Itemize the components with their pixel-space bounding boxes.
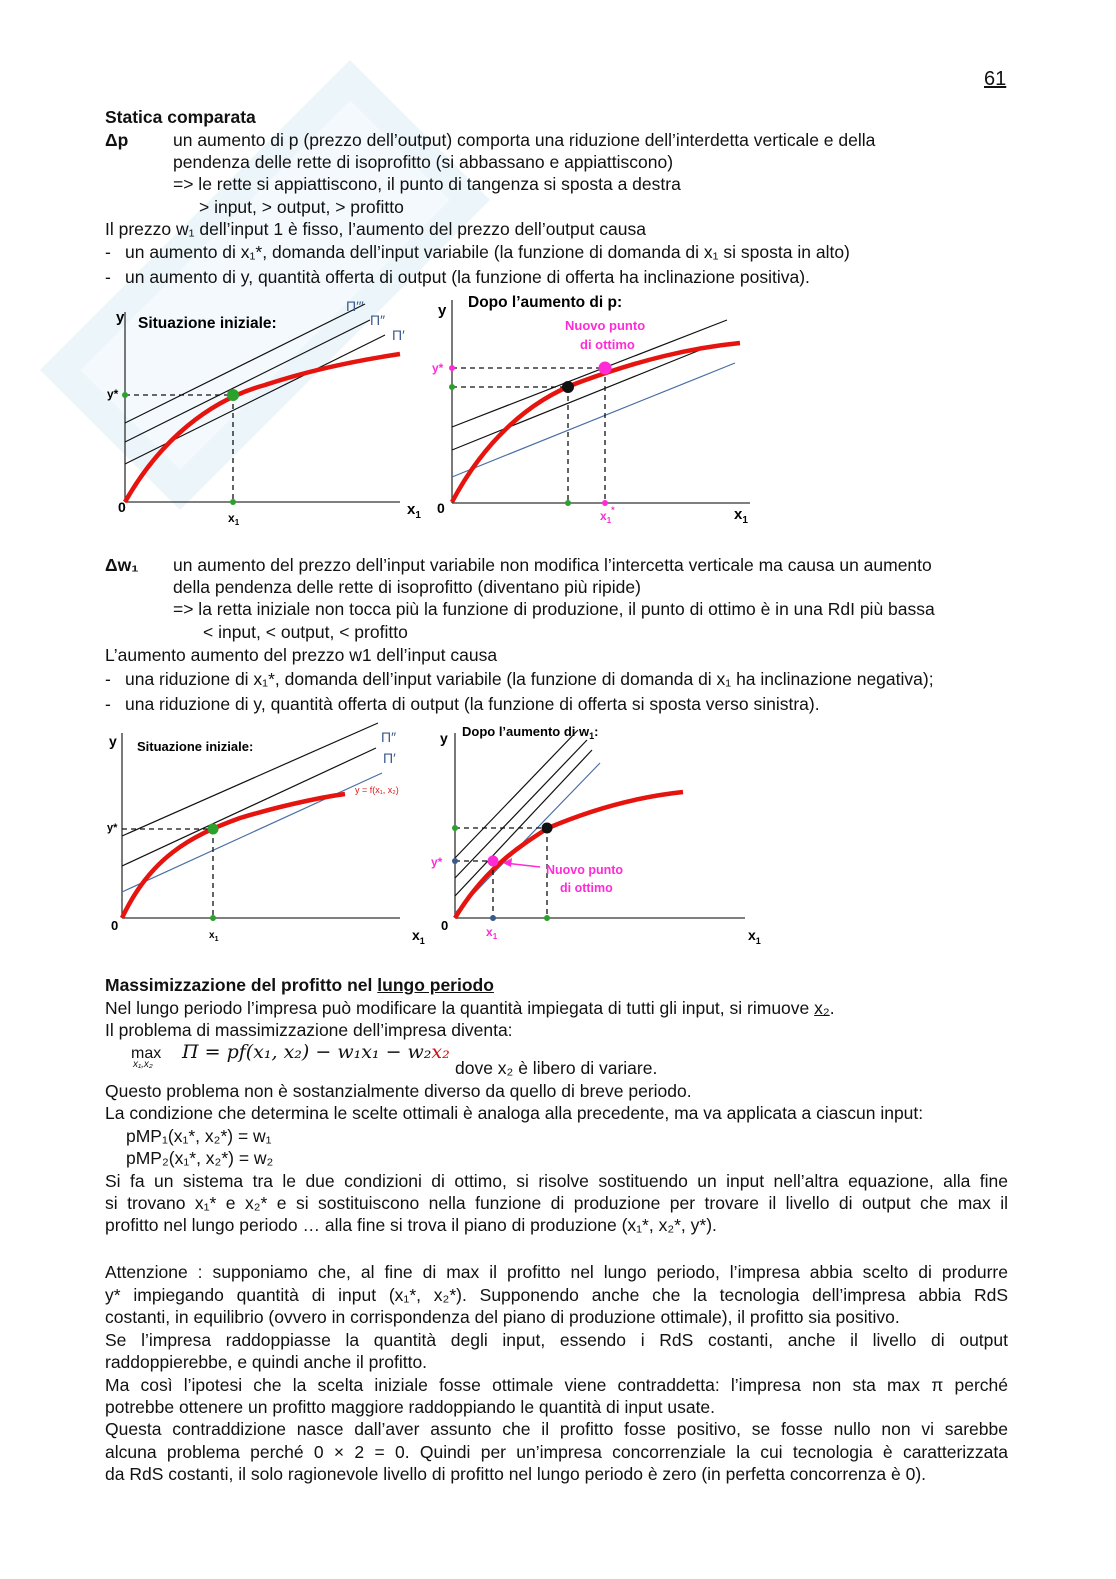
figure-delta-w1 [100,718,780,948]
new-optimum-point [599,362,612,375]
section-title-lungo-periodo: Massimizzazione del profitto nel lungo periodo [105,975,494,995]
fig2-right-ystar: y* [431,855,443,869]
fig2-left-y: y [109,733,117,749]
max-operator: max [131,1045,162,1062]
isoprofit-line-1 [125,335,385,464]
lp-line-1: Nel lungo periodo l’impresa può modificare la quantità impiegata di tutti gli input, si rimuove x₂. [105,998,835,1018]
figure-delta-p [100,290,780,540]
right-ystar: y* [432,361,444,375]
formula: Π = pf(x₁, x₂) − w₁x₁ − w₂x₂ [182,1041,450,1063]
svg-text:x1: $x_1$ [486,925,498,941]
bullet-4: una riduzione di y, quantità offerta di output (la funzione di offerta si sposta verso sinistra). [125,694,820,714]
right-title: Dopo l’aumento di p: [468,294,623,311]
fig2-new-opt-1: Nuovo punto [546,863,624,877]
pi1-label: Π′ [392,327,405,343]
fig2-new-opt-2: di ottimo [560,881,613,895]
bullet-3: una riduzione di x₁*, domanda dell’input variabile (la funzione di domanda di x₁ ha inclinazione negativa); [125,669,934,689]
dp-text-2: pendenza delle rette di isoprofitto (si abbassano e appiattiscono) [173,152,674,172]
para-1-line-1: Si fa un sistema tra le due condizioni di ottimo, si risolve sostituendo un input nell’altra equazione, alla fine [105,1171,1008,1191]
func-label: y = f(x₁, x₂) [355,785,399,795]
new-optimum-label-1: Nuovo punto [565,318,646,333]
isoprofit-line-2 [125,320,370,442]
dw-text-3: => la retta iniziale non tocca più la funzione di produzione, il punto di ottimo è in una RdI più bassa [173,599,935,619]
left-y-label: y [116,309,125,326]
fig2-right-title: Dopo l’aumento di $w_1$: [462,724,599,741]
lp-line-3: Questo problema non è sostanzialmente diverso da quello di breve periodo. [105,1081,692,1101]
bullet-1: un aumento di x₁*, domanda dell’input variabile (la funzione di domanda di x₁ si sposta in alto) [125,242,850,262]
dp-text-4: > input, > output, > profitto [199,197,404,217]
fig2-left-ystar: y* [107,822,118,834]
new-optimum-label-2: di ottimo [580,337,635,352]
dp-text-1: un aumento di p (prezzo dell’output) comporta una riduzione dell’interdetta verticale e della [173,130,876,150]
svg-text:x1: $x_1$ [412,927,425,946]
para-2-line-8: Questa contraddizione nasce dall’aver assunto che il profitto fosse positivo, se fosse nullo non vi sarebbe [105,1419,1008,1439]
fig2-left-zero: 0 [111,918,119,933]
bullet-dash: - [105,669,111,689]
price-line: Il prezzo w₁ dell’input 1 è fisso, l’aumento del prezzo dell’output causa [105,219,646,239]
production-function-curve [125,354,400,502]
left-zero: 0 [118,499,126,515]
max-subscript: x₁,x₂ [133,1059,153,1070]
lp-line-4: La condizione che determina le scelte ottimali è analoga alla precedente, ma va applicata a ciascun input: [105,1103,924,1123]
pi3-label: Π′″ [346,298,364,314]
fig2-pi2: Π″ [381,729,397,745]
lp-line-2: Il problema di massimizzazione dell’impresa diventa: [105,1020,513,1040]
para-2-line-1: Attenzione : supponiamo che, al fine di max il profitto nel lungo periodo, l’impresa abbia scelto di produrre [105,1262,1008,1282]
svg-text:x1: $x_1$ [209,930,219,943]
para-1-line-2: si trovano x₁* e x₂* e si sostituiscono nella funzione di produzione per trovare il livello di output che max il [105,1193,1008,1213]
bullet-dash: - [105,242,111,262]
svg-text:x1: $x_1$ [748,927,761,946]
dw-text-4: < input, < output, < profitto [203,622,408,642]
bullet-2: un aumento di y, quantità offerta di output (la funzione di offerta ha inclinazione positiva). [125,267,810,287]
left-xstar: $x_1$ [228,511,240,527]
fig2-right-y: y [440,730,448,746]
left-ystar: y* [107,387,119,401]
fig2-right-zero: 0 [441,918,449,933]
left-title: Situazione iniziale: [138,315,277,332]
page-number: 61 [984,68,1007,90]
dp-text-3: => le rette si appiattiscono, il punto di tangenza si sposta a destra [173,174,681,194]
bullet-dash: - [105,267,111,287]
dw-text-2: della pendenza delle rette di isoprofitto (diventano più ripide) [173,577,641,597]
cause-line: L’aumento aumento del prezzo w1 dell’input causa [105,645,498,665]
left-x-label: $x_1$ [407,501,421,521]
condition-2: pMP₂(x₁*, x₂*) = w₂ [126,1148,274,1168]
para-2-line-5: raddoppierebbe, e quindi anche il profitto. [105,1352,428,1372]
right-y-label: y [438,302,447,319]
para-1-line-3: profitto nel lungo periodo … alla fine si trova il piano di produzione (x₁*, x₂*, y*). [105,1215,717,1235]
para-2-line-4: Se l’impresa raddoppiasse la quantità degli input, essendo i RdS costanti, anche il livello di output [105,1330,1008,1350]
section-title-statica-comparata: Statica comparata [105,107,256,127]
pi2-label: Π″ [370,312,386,328]
para-2-line-10: da RdS costanti, il solo ragionevole livello di profitto nel lungo periodo è zero (in perfetta concorrenza è 0). [105,1464,927,1484]
condition-1: pMP₁(x₁*, x₂*) = w₁ [126,1126,272,1146]
right-x-label: $x_1$ [734,506,748,526]
delta-p-label: Δp [105,130,129,150]
para-2-line-2: y* impiegando quantità di input (x₁*, x₂*). Supponendo anche che la tecnologia dell’impresa abbia RdS [105,1285,1008,1305]
optimum-point [227,389,239,401]
right-xstar: $x_1^*$ [600,505,615,525]
para-2-line-6: Ma così l’ipotesi che la scelta iniziale fosse ottimale viene contraddetta: l’impresa non sta max π perché [105,1375,1008,1395]
para-2-line-9: alcuna problema perché 0 × 2 = 0. Quindi per un’impresa concorrenziale la cui tecnologia è caratterizzata [105,1442,1008,1462]
fig2-left-title: Situazione iniziale: [137,739,254,754]
delta-w1-label: Δw₁ [105,555,139,575]
production-function-curve-2 [452,343,740,502]
formula-note: dove x₂ è libero di variare. [455,1058,658,1078]
para-2-line-7: potrebbe ottenere un profitto maggiore raddoppiando le quantità di input usate. [105,1397,716,1417]
old-optimum-point [562,381,574,393]
dw-text-1: un aumento del prezzo dell’input variabile non modifica l’intercetta verticale ma causa un aumento [173,555,932,575]
bullet-dash: - [105,694,111,714]
right-zero: 0 [437,500,445,516]
para-2-line-3: costanti, in equilibrio (ovvero in corrispondenza del piano di produzione ottimale), il profitto sia positivo. [105,1307,900,1327]
fig2-pi1: Π′ [383,750,396,766]
